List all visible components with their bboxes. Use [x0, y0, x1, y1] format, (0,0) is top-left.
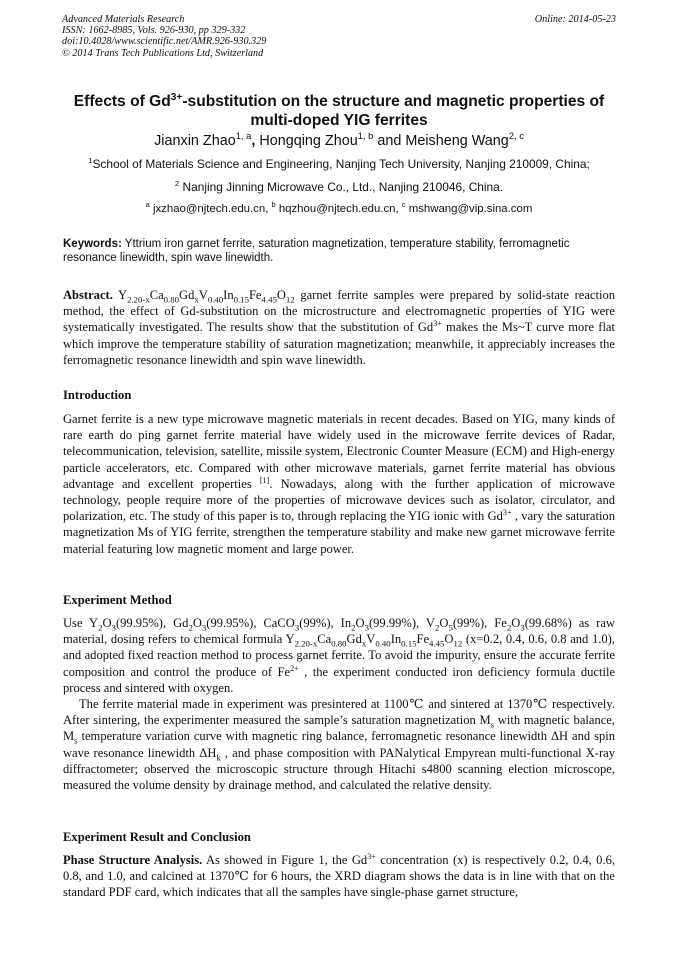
- affil-mark: 2: [174, 179, 180, 189]
- abstract-text: makes the Ms~T curve more flat which improve the temperature stability of saturation magnetization; meanwhile, it appreciably increases the ferromagnetic resonance linewidth and spin wave linewidth.: [63, 320, 615, 367]
- affiliation-2: [40, 180, 638, 194]
- body-text: with magnetic balance, M: [63, 713, 615, 744]
- author-name: Jianxin Zhao: [154, 133, 236, 149]
- body-text: O: [439, 616, 449, 630]
- affil-text: School of Materials Science and Engineering, Nanjing Tech University, Nanjing 210009, China;: [92, 157, 590, 171]
- email: hqzhou@njtech.edu.cn,: [275, 203, 402, 215]
- title-superscript: 3+: [170, 91, 183, 103]
- abstract-text: Y: [112, 288, 128, 302]
- method-paragraph-2: [63, 696, 615, 793]
- subscript: 0.80: [331, 638, 347, 649]
- issn-line: ISSN: 1662-8985, Vols. 926-930, pp 329-332: [62, 25, 246, 37]
- affil-mark: 1: [88, 156, 93, 166]
- body-text: (99%), Fe: [452, 616, 507, 630]
- subscript: 12: [453, 638, 463, 649]
- subscript: 3: [294, 622, 300, 633]
- subscript: 2.20-x: [294, 638, 318, 649]
- journal-name: Advanced Materials Research: [62, 14, 185, 25]
- keywords-text: Yttrium iron garnet ferrite, saturation magnetization, temperature stability, ferromagnetic resonance linewidth, spin wave linewidth.: [63, 238, 570, 264]
- method-paragraph-1: [63, 615, 615, 696]
- page-header: [62, 14, 616, 59]
- subscript: 2: [188, 622, 193, 633]
- superscript: 3+: [433, 319, 442, 329]
- subscript: 0.40: [207, 294, 224, 305]
- author-list: [40, 132, 638, 150]
- body-text: Garnet ferrite is a new type microwave magnetic materials in recent decades. Based on YIG, many kinds of rare earth do ping garnet ferrite material have widely used in the microwave ferrite devices of Radar, telecommunication, television, satellite, missile system, Electronic Counter Measure (ECM) and High-energy particle accelerators, etc. Compared with other microwave materials, garnet ferrite material has obvious advantage and excellent properties: [63, 412, 615, 491]
- subsection-label: Phase Structure Analysis.: [63, 853, 203, 867]
- subscript: 3: [111, 622, 116, 633]
- keywords: [63, 238, 615, 265]
- subscript: 0.15: [401, 638, 417, 649]
- subscript: 5: [448, 622, 453, 633]
- doi-line: doi:10.4028/www.scientific.net/AMR.926-930.329: [62, 36, 267, 48]
- subscript: 4.45: [429, 638, 445, 649]
- body-text: O: [102, 616, 112, 630]
- body-text: , vary the saturation magnetization Ms of YIG ferrite, strengthen the temperature stability and make new garnet microwave ferrite material featuring low magnetic moment and large power.: [63, 509, 615, 556]
- subscript: s: [490, 719, 495, 730]
- superscript: 3+: [367, 851, 376, 861]
- body-text: (x=0.2, 0.4, 0.6, 0.8 and 1.0), and adopted fixed reaction method to process garnet ferrite. To avoid the impurity, ensure the accurate ferrite composition and control the produce of Fe: [63, 632, 615, 679]
- author-separator: and: [373, 133, 406, 149]
- affil-text: Nanjing Jinning Microwave Co., Ltd., Nanjing 210046, China.: [179, 180, 504, 194]
- superscript: 3+: [502, 508, 512, 518]
- subscript: 2: [506, 622, 512, 633]
- body-text: , and phase composition with PANalytical Empyrean multi-functional X-ray diffractometer; observed the microscopic structure through Hitachi s4800 scanning election microscope, measured the volume density by drainage method, and calculated the relative density.: [63, 745, 615, 793]
- paper-title: [62, 92, 616, 130]
- abstract-text: O: [276, 288, 286, 302]
- copyright-line: © 2014 Trans Tech Publications Ltd, Switzerland: [62, 47, 264, 59]
- subscript: x: [194, 294, 199, 305]
- body-text: (99.95%), Gd: [115, 616, 189, 630]
- email-mark: b: [271, 200, 276, 210]
- section-heading-results: Experiment Result and Conclusion: [63, 830, 251, 844]
- author-name: Meisheng Wang: [405, 133, 509, 149]
- citation: [1]: [259, 475, 270, 485]
- subscript: 0.40: [375, 638, 391, 649]
- subscript: 3: [201, 622, 207, 633]
- author-affil-mark: 1, b: [357, 131, 374, 142]
- section-heading-introduction: Introduction: [63, 388, 132, 402]
- title-line-2: multi-doped YIG ferrites: [250, 112, 428, 129]
- section-heading-experiment-method: Experiment Method: [63, 593, 172, 607]
- email: mshwang@vip.sina.com: [405, 203, 533, 215]
- email: jxzhao@njtech.edu.cn,: [149, 203, 272, 215]
- body-text: concentration (x) is respectively 0.2, 0.4, 0.6, 0.8, and 1.0, and calcined at 1370℃ for 6 hours, the XRD diagram shows the data is in line with that on the standard PDF card, which indicates that all the samples have single-phase garnet structure,: [63, 853, 615, 900]
- abstract-text: In: [223, 288, 234, 302]
- subscript: 4.45: [261, 294, 277, 305]
- subscript: 0.80: [163, 294, 180, 305]
- affiliation-1: [40, 157, 638, 171]
- keywords-label: Keywords:: [63, 238, 122, 250]
- subscript: 2.20-x: [127, 294, 150, 305]
- abstract: [63, 287, 615, 368]
- body-text: Fe: [416, 632, 430, 647]
- body-text: The ferrite material made in experiment was presintered at 1100℃ and sintered at 1370℃ respectively. After sintering, the experimenter measured the sample’s saturation magnetization M: [63, 697, 615, 728]
- body-text: Use Y: [63, 616, 99, 630]
- body-text: (99.95%), CaCO: [206, 616, 295, 630]
- body-text: . Nowadays, along with the further application of microwave technology, people require more of the properties of microwave devices such as isolator, circulator, and polarization, etc. The study of this paper is to, through replacing the YIG ionic with Gd: [63, 476, 615, 524]
- body-text: (99.68%) as raw material, dosing refers to chemical formula Y: [63, 616, 615, 647]
- abstract-text: V: [198, 288, 208, 302]
- subscript: 2: [351, 622, 356, 633]
- abstract-label: Abstract.: [63, 288, 113, 302]
- results-paragraph: [63, 852, 615, 901]
- subscript: 2: [434, 622, 440, 633]
- body-text: V: [366, 632, 376, 647]
- title-text: Effects of Gd: [73, 93, 171, 110]
- superscript: 2+: [290, 663, 299, 673]
- author-affil-mark: 2, c: [508, 131, 524, 142]
- subscript: 3: [520, 622, 525, 633]
- body-text: , the experiment conducted iron deficiency formula ductile process and sintered with oxygen.: [63, 664, 616, 695]
- author-name: Hongqing Zhou: [259, 133, 358, 149]
- body-text: Ca: [317, 632, 332, 647]
- subscript: 2: [98, 622, 103, 633]
- body-text: Gd: [346, 632, 362, 647]
- author-emails: [40, 202, 638, 216]
- subscript: 12: [285, 294, 295, 305]
- abstract-text: garnet ferrite samples were prepared by solid-state reaction method, the effect of Gd-substitution on the microstructure and electromagnetic properties of YIG were systematically investigated. The results show that the substitution of Gd: [63, 288, 615, 335]
- online-date: Online: 2014-05-23: [534, 14, 616, 25]
- experiment-method-body: [63, 615, 615, 793]
- body-text: O: [355, 616, 365, 630]
- body-text: In: [390, 632, 402, 647]
- body-text: (99.99%), V: [368, 616, 435, 630]
- subscript: k: [216, 752, 221, 763]
- body-text: O: [511, 616, 521, 630]
- body-text: O: [444, 632, 454, 647]
- email-mark: a: [145, 200, 150, 210]
- author-separator: ,: [251, 133, 260, 149]
- abstract-text: Gd: [179, 288, 195, 302]
- body-text: As showed in Figure 1, the Gd: [202, 853, 368, 867]
- body-text: temperature variation curve with magnetic ring balance, ferromagnetic resonance linewidth ΔH and spin wave resonance linewidth ΔH: [63, 729, 615, 760]
- author-affil-mark: 1, a: [235, 131, 252, 142]
- body-text: O: [192, 616, 202, 630]
- subscript: x: [361, 638, 367, 649]
- abstract-text: Ca: [149, 288, 164, 302]
- subscript: 3: [364, 622, 369, 633]
- subscript: s: [74, 735, 78, 746]
- title-text: -substitution on the structure and magnetic properties of: [182, 93, 605, 110]
- subscript: 0.15: [233, 294, 249, 305]
- body-text: (99%), In: [299, 616, 352, 630]
- introduction-paragraph: [63, 411, 615, 557]
- abstract-text: Fe: [248, 288, 262, 302]
- email-mark: c: [401, 200, 406, 210]
